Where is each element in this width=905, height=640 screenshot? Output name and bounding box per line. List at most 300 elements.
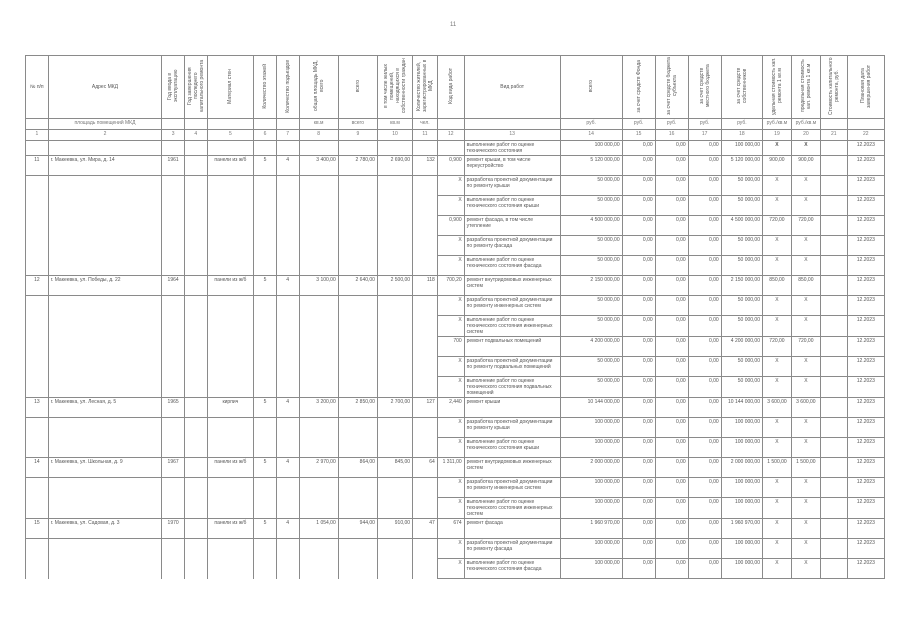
cell (48, 539, 162, 559)
cost-local: 0,00 (688, 216, 721, 236)
cost-local: 0,00 (688, 418, 721, 438)
work-name: ремонт фасада, в том числе утепление (464, 216, 560, 236)
cost-total: 4 200 000,00 (560, 337, 622, 357)
cell (162, 478, 185, 498)
work-row (26, 498, 885, 519)
year-overhaul (184, 398, 207, 418)
cost-total: 100 000,00 (560, 478, 622, 498)
cost-owners: 50 000,00 (721, 316, 762, 337)
cell (276, 498, 299, 519)
deadline: 12.2023 (847, 316, 884, 337)
cell (26, 141, 49, 156)
work-name: разработка проектной документации по ремонту крыши (464, 418, 560, 438)
floors: 5 (254, 276, 277, 296)
deadline: 12.2023 (847, 276, 884, 296)
cell (820, 276, 847, 296)
cell (162, 438, 185, 458)
cell (48, 357, 162, 377)
work-name: ремонт подвальных помещений (464, 337, 560, 357)
cell (184, 478, 207, 498)
wall-material: кирпич (207, 398, 253, 418)
building-address: г. Макеевка, ул. Садовая, д. 3 (48, 519, 162, 539)
work-row (26, 196, 885, 216)
deadline: 12.2023 (847, 458, 884, 478)
cell (338, 141, 377, 156)
work-name: разработка проектной документации по ремонту подвальных помещений (464, 357, 560, 377)
cost-owners: 100 000,00 (721, 438, 762, 458)
cost-total: 2 150 000,00 (560, 276, 622, 296)
area-residents: 2 700,00 (377, 398, 412, 418)
deadline: 12.2023 (847, 141, 884, 156)
cell (184, 498, 207, 519)
deadline: 12.2023 (847, 256, 884, 276)
year-overhaul (184, 458, 207, 478)
cell (413, 377, 438, 398)
cell (162, 498, 185, 519)
unit-cost: X (763, 418, 792, 438)
max-cost: X (791, 176, 820, 196)
work-name: выполнение работ по оценке технического состояния подвальных помещений (464, 377, 560, 398)
cost-region: 0,00 (655, 398, 688, 418)
area-residents: 2 690,00 (377, 156, 412, 176)
cell (820, 438, 847, 458)
work-name: ремонт фасада (464, 519, 560, 539)
deadline: 12.2023 (847, 519, 884, 539)
residents: 132 (413, 156, 438, 176)
work-code: X (437, 377, 464, 398)
column-number: 9 (338, 130, 377, 141)
column-number: 21 (820, 130, 847, 141)
max-cost: X (791, 438, 820, 458)
cell (254, 141, 277, 156)
cell (820, 458, 847, 478)
cell (207, 377, 253, 398)
header-deadline: Плановая дата завершения работ (847, 56, 884, 119)
unit-cost: X (763, 519, 792, 539)
deadline: 12.2023 (847, 216, 884, 236)
work-row (26, 316, 885, 337)
cost-owners: 100 000,00 (721, 418, 762, 438)
work-name: выполнение работ по оценке технического состояния инженерных систем (464, 498, 560, 519)
work-code: 700 (437, 337, 464, 357)
max-cost: X (791, 478, 820, 498)
column-number: 6 (254, 130, 277, 141)
work-row (26, 478, 885, 498)
area-total: 1 054,00 (299, 519, 338, 539)
cell (162, 316, 185, 337)
cost-region: 0,00 (655, 276, 688, 296)
cell (26, 256, 49, 276)
cell (207, 559, 253, 579)
max-cost: X (791, 418, 820, 438)
cell (48, 196, 162, 216)
cost-local: 0,00 (688, 519, 721, 539)
work-code: X (437, 418, 464, 438)
cost-total: 100 000,00 (560, 559, 622, 579)
cost-region: 0,00 (655, 357, 688, 377)
cell (413, 196, 438, 216)
cell (299, 559, 338, 579)
cell (413, 478, 438, 498)
cell (26, 418, 49, 438)
deadline: 12.2023 (847, 498, 884, 519)
work-code: X (437, 196, 464, 216)
cell (184, 377, 207, 398)
cell (276, 256, 299, 276)
unit-cost: X (763, 256, 792, 276)
work-code: X (437, 236, 464, 256)
cost-owners: 50 000,00 (721, 236, 762, 256)
cost-fund: 0,00 (622, 196, 655, 216)
cost-fund: 0,00 (622, 216, 655, 236)
work-code: X (437, 256, 464, 276)
max-cost: X (791, 357, 820, 377)
residents: 64 (413, 458, 438, 478)
cost-total: 100 000,00 (560, 498, 622, 519)
cell (413, 256, 438, 276)
cell (254, 539, 277, 559)
work-name: разработка проектной документации по ремонту крыши (464, 176, 560, 196)
deadline: 12.2023 (847, 156, 884, 176)
cell (377, 316, 412, 337)
cell (254, 498, 277, 519)
column-number: 18 (721, 130, 762, 141)
work-code: 700,20 (437, 276, 464, 296)
deadline: 12.2023 (847, 176, 884, 196)
deadline: 12.2023 (847, 337, 884, 357)
unit-cell: руб. (560, 119, 622, 130)
max-cost: X (791, 539, 820, 559)
max-cost: X (791, 316, 820, 337)
unit-cost: 900,00 (763, 156, 792, 176)
cost-fund: 0,00 (622, 141, 655, 156)
cell (184, 236, 207, 256)
cell (26, 337, 49, 357)
cell (48, 176, 162, 196)
cell (184, 418, 207, 438)
column-number: 12 (437, 130, 464, 141)
cost-total: 50 000,00 (560, 256, 622, 276)
cell (299, 216, 338, 236)
cell (184, 559, 207, 579)
cost-local: 0,00 (688, 176, 721, 196)
area-all: 2 850,00 (338, 398, 377, 418)
cell (276, 438, 299, 458)
cell (26, 377, 49, 398)
work-name: разработка проектной документации по ремонту фасада (464, 236, 560, 256)
unit-cell: всего (338, 119, 377, 130)
cell (276, 539, 299, 559)
work-code: X (437, 176, 464, 196)
cost-region: 0,00 (655, 478, 688, 498)
work-name: ремонт внутридомовых инженерных систем (464, 276, 560, 296)
cell (338, 478, 377, 498)
floors: 5 (254, 156, 277, 176)
unit-cell: руб. (721, 119, 762, 130)
area-all: 2 780,00 (338, 156, 377, 176)
year-overhaul (184, 156, 207, 176)
cost-total: 50 000,00 (560, 357, 622, 377)
work-name: разработка проектной документации по ремонту фасада (464, 539, 560, 559)
cost-total: 50 000,00 (560, 296, 622, 316)
cost-total: 5 120 000,00 (560, 156, 622, 176)
cost-owners: 5 120 000,00 (721, 156, 762, 176)
cost-region: 0,00 (655, 196, 688, 216)
cell (254, 357, 277, 377)
cell (26, 316, 49, 337)
work-code: X (437, 539, 464, 559)
floors: 5 (254, 519, 277, 539)
deadline: 12.2023 (847, 418, 884, 438)
cell (207, 478, 253, 498)
cost-owners: 4 500 000,00 (721, 216, 762, 236)
header-max-cost: предельная стоимость кап. ремонта 1 кв.м (791, 56, 820, 119)
cell (48, 438, 162, 458)
cost-region: 0,00 (655, 377, 688, 398)
work-name: выполнение работ по оценке технического состояния (464, 141, 560, 156)
header-floors: Количество этажей (254, 56, 277, 119)
max-cost: 720,00 (791, 337, 820, 357)
cell (820, 357, 847, 377)
cell (820, 296, 847, 316)
cell (207, 141, 253, 156)
work-row (26, 398, 885, 418)
cell (184, 337, 207, 357)
cell (48, 377, 162, 398)
cell (338, 418, 377, 438)
cost-local: 0,00 (688, 316, 721, 337)
column-number: 11 (413, 130, 438, 141)
cost-region: 0,00 (655, 438, 688, 458)
column-number-row (26, 130, 885, 141)
unit-cost: X (763, 539, 792, 559)
building-address: г. Макеевка, ул. Школьная, д. 9 (48, 458, 162, 478)
work-name: ремонт крыши (464, 398, 560, 418)
max-cost: X (791, 296, 820, 316)
header-work-code: Код вида работ (437, 56, 464, 119)
cell (413, 337, 438, 357)
work-name: разработка проектной документации по ремонту инженерных систем (464, 478, 560, 498)
header-residents: Количество жителей, зарегистрированных в МКД (413, 56, 438, 119)
cost-region: 0,00 (655, 519, 688, 539)
building-no: 12 (26, 276, 49, 296)
cell (254, 337, 277, 357)
cell (276, 337, 299, 357)
residents: 47 (413, 519, 438, 539)
work-code: X (437, 316, 464, 337)
cell (48, 256, 162, 276)
wall-material: панели из ж/б (207, 276, 253, 296)
deadline: 12.2023 (847, 377, 884, 398)
overhaul-plan-table-sheet (25, 55, 885, 585)
header-area-all: всего (338, 56, 377, 119)
cell (254, 196, 277, 216)
cost-total: 50 000,00 (560, 176, 622, 196)
cell (26, 216, 49, 236)
area-all: 944,00 (338, 519, 377, 539)
cost-region: 0,00 (655, 458, 688, 478)
work-code: 0,900 (437, 156, 464, 176)
work-name: выполнение работ по оценке технического состояния крыши (464, 196, 560, 216)
work-name: ремонт внутридомовых инженерных систем (464, 458, 560, 478)
max-cost: X (791, 196, 820, 216)
cell (413, 296, 438, 316)
cost-owners: 4 200 000,00 (721, 337, 762, 357)
cost-fund: 0,00 (622, 256, 655, 276)
cell (820, 519, 847, 539)
cost-fund: 0,00 (622, 276, 655, 296)
work-code: X (437, 559, 464, 579)
cell (162, 176, 185, 196)
work-row (26, 236, 885, 256)
cost-fund: 0,00 (622, 438, 655, 458)
cell (338, 296, 377, 316)
work-row (26, 418, 885, 438)
cost-local: 0,00 (688, 337, 721, 357)
work-row (26, 458, 885, 478)
cell (413, 216, 438, 236)
unit-cell: чел. (413, 119, 438, 130)
cell (207, 256, 253, 276)
cell (162, 357, 185, 377)
cost-owners: 100 000,00 (721, 498, 762, 519)
cell (276, 357, 299, 377)
cost-fund: 0,00 (622, 357, 655, 377)
column-number: 17 (688, 130, 721, 141)
year-built: 1964 (162, 276, 185, 296)
cell (338, 438, 377, 458)
unit-cell (437, 119, 464, 130)
cell (162, 216, 185, 236)
cell (48, 559, 162, 579)
cell (26, 478, 49, 498)
unit-cell: кв.м (299, 119, 338, 130)
cell (299, 438, 338, 458)
cost-owners: 50 000,00 (721, 377, 762, 398)
cost-owners: 100 000,00 (721, 478, 762, 498)
cell (338, 498, 377, 519)
cell (276, 418, 299, 438)
unit-cell: площадь помещений МКД (48, 119, 162, 130)
unit-cell (207, 119, 253, 130)
max-cost: X (791, 498, 820, 519)
cell (820, 176, 847, 196)
cell (299, 236, 338, 256)
cell (299, 256, 338, 276)
deadline: 12.2023 (847, 357, 884, 377)
area-residents: 2 500,00 (377, 276, 412, 296)
cell (26, 357, 49, 377)
work-row (26, 176, 885, 196)
cost-fund: 0,00 (622, 539, 655, 559)
header-unit-cost: удельная стоимость кап. ремонта 1 кв.м (763, 56, 792, 119)
unit-cost: X (763, 176, 792, 196)
column-number: 5 (207, 130, 253, 141)
residents: 118 (413, 276, 438, 296)
unit-cell: руб. (622, 119, 655, 130)
cell (254, 478, 277, 498)
deadline: 12.2023 (847, 438, 884, 458)
cell (162, 296, 185, 316)
header-entrances: Количество подъездов (276, 56, 299, 119)
max-cost: 850,00 (791, 276, 820, 296)
cost-region: 0,00 (655, 559, 688, 579)
header-cost-total: всего (560, 56, 622, 119)
year-overhaul (184, 519, 207, 539)
cell (377, 141, 412, 156)
unit-cost: 1 500,00 (763, 458, 792, 478)
unit-cost: 850,00 (763, 276, 792, 296)
cost-fund: 0,00 (622, 559, 655, 579)
unit-cell (820, 119, 847, 130)
cost-local: 0,00 (688, 276, 721, 296)
deadline: 12.2023 (847, 296, 884, 316)
unit-cost: X (763, 559, 792, 579)
unit-cost: 720,00 (763, 337, 792, 357)
column-number: 20 (791, 130, 820, 141)
cell (338, 539, 377, 559)
cost-local: 0,00 (688, 141, 721, 156)
area-total: 3 400,00 (299, 156, 338, 176)
cell (377, 377, 412, 398)
header-group-cost: Стоимость капитального ремонта, руб. (820, 56, 847, 119)
cell (377, 256, 412, 276)
cell (338, 377, 377, 398)
cell (184, 176, 207, 196)
cell (413, 418, 438, 438)
cell (413, 176, 438, 196)
cost-fund: 0,00 (622, 296, 655, 316)
unit-cell: руб./кв.м (763, 119, 792, 130)
cost-local: 0,00 (688, 236, 721, 256)
deadline: 12.2023 (847, 196, 884, 216)
cell (820, 398, 847, 418)
cell (207, 438, 253, 458)
cell (26, 438, 49, 458)
header-wall: Материал стен (207, 56, 253, 119)
cell (26, 498, 49, 519)
cell (162, 196, 185, 216)
cell (207, 498, 253, 519)
cost-region: 0,00 (655, 539, 688, 559)
work-name: ремонт крыши, в том числе переустройство (464, 156, 560, 176)
cell (299, 176, 338, 196)
cell (820, 141, 847, 156)
cell (377, 176, 412, 196)
cost-local: 0,00 (688, 458, 721, 478)
cost-region: 0,00 (655, 256, 688, 276)
column-number: 19 (763, 130, 792, 141)
header-year-built: Год ввода в эксплуатацию (162, 56, 185, 119)
cell (820, 498, 847, 519)
cost-fund: 0,00 (622, 398, 655, 418)
entrances: 4 (276, 156, 299, 176)
unit-cost: X (763, 141, 792, 156)
cell (820, 559, 847, 579)
work-name: разработка проектной документации по ремонту инженерных систем (464, 296, 560, 316)
cost-region: 0,00 (655, 498, 688, 519)
work-row (26, 156, 885, 176)
cell (413, 316, 438, 337)
area-residents: 910,00 (377, 519, 412, 539)
work-code: 0,900 (437, 216, 464, 236)
cost-region: 0,00 (655, 236, 688, 256)
unit-cell: руб. (655, 119, 688, 130)
work-row (26, 256, 885, 276)
cell (184, 316, 207, 337)
cell (48, 498, 162, 519)
work-row (26, 519, 885, 539)
